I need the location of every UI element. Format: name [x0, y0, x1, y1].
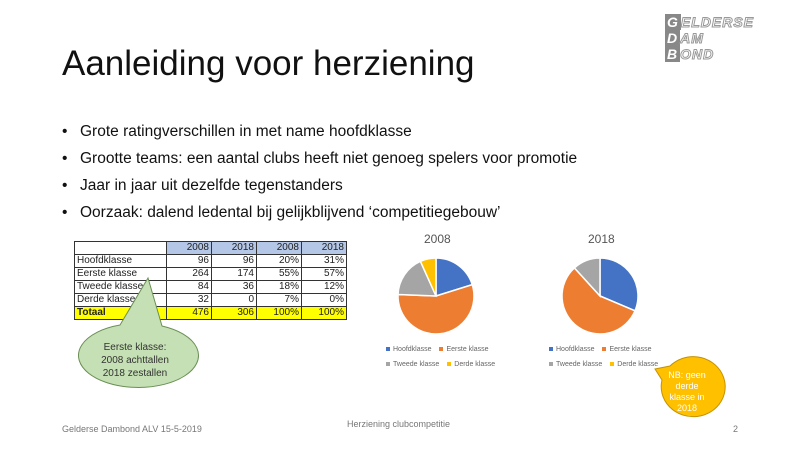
chart-title-2018: 2018: [588, 232, 615, 246]
legend-2018: [549, 346, 699, 376]
table-cell: 18%: [257, 281, 302, 294]
table-cell: 264: [167, 268, 212, 281]
bullet-item: • Grootte teams: een aantal clubs heeft niet genoeg spelers voor promotie: [62, 145, 577, 172]
legend-label: Hoofdklasse: [393, 346, 432, 353]
pie-chart-2018: [562, 258, 638, 334]
table-cell: 55%: [257, 268, 302, 281]
table-cell: 96: [212, 255, 257, 268]
legend-item: [447, 361, 495, 368]
footer-center: Herziening clubcompetitie: [347, 419, 451, 429]
table-cell: 96: [167, 255, 212, 268]
legend-swatch-icon: [549, 362, 553, 366]
table-header-cell: 2008: [167, 242, 212, 255]
legend-label: Tweede klasse: [393, 361, 440, 368]
table-header-cell: 2018: [302, 242, 347, 255]
legend-swatch-icon: [386, 362, 390, 366]
legend-swatch-icon: [602, 347, 606, 351]
gelderse-dambond-logo: G ELDERSE D AM B OND: [667, 14, 755, 62]
table-cell: 100%: [257, 307, 302, 320]
legend-2008: [386, 346, 536, 376]
legend-item: [549, 346, 595, 353]
table-cell: 174: [212, 268, 257, 281]
table-cell: 0%: [302, 294, 347, 307]
callout-line: 2008 achttallen: [101, 355, 169, 366]
legend-item: [386, 346, 432, 353]
legend-label: Eerste klasse: [446, 346, 489, 353]
table-cell: 32: [167, 294, 212, 307]
bullet-item: • Oorzaak: dalend ledental bij gelijkblijvend ‘competitiegebouw’: [62, 199, 577, 226]
legend-swatch-icon: [439, 347, 443, 351]
callout-line: NB: geen: [668, 370, 706, 380]
legend-item: [439, 346, 488, 353]
table-cell: 100%: [302, 307, 347, 320]
slide-title: Aanleiding voor herziening: [62, 44, 475, 83]
table-cell: Hoofdklasse: [75, 255, 167, 268]
pie-chart-2008: [398, 258, 474, 334]
legend-label: Hoofdklasse: [556, 346, 595, 353]
legend-item: [549, 361, 602, 368]
table-cell: Totaal: [75, 307, 167, 320]
callout-line: Eerste klasse:: [103, 342, 167, 353]
table-cell: 20%: [257, 255, 302, 268]
legend-swatch-icon: [447, 362, 451, 366]
legend-label: Tweede klasse: [556, 361, 603, 368]
chart-title-2008: 2008: [424, 232, 451, 246]
table-header-cell: 2008: [257, 242, 302, 255]
table-cell: Eerste klasse: [75, 268, 167, 281]
bullet-item: • Jaar in jaar uit dezelfde tegenstanders: [62, 172, 577, 199]
callout-line: klasse in: [669, 392, 705, 402]
table-header-cell: 2018: [212, 242, 257, 255]
callout-line: 2018: [676, 403, 698, 413]
page-number: 2: [733, 424, 739, 434]
table-cell: 476: [167, 307, 212, 320]
legend-item: [602, 346, 651, 353]
table-cell: Tweede klasse: [75, 281, 167, 294]
table-cell: 84: [167, 281, 212, 294]
table-cell: 306: [212, 307, 257, 320]
green-callout-text: [80, 341, 190, 380]
table-cell: 57%: [302, 268, 347, 281]
legend-label: Eerste klasse: [609, 346, 652, 353]
footer-left: Gelderse Dambond ALV 15-5-2019: [62, 424, 202, 434]
legend-swatch-icon: [610, 362, 614, 366]
callout-line: 2018 zestallen: [102, 368, 168, 379]
table-cell: 36: [212, 281, 257, 294]
legend-label: Derde klasse: [617, 361, 659, 368]
legend-item: [610, 361, 658, 368]
callout-line: derde: [675, 381, 699, 391]
table-cell: Derde klasse: [75, 294, 167, 307]
table-cell: 0: [212, 294, 257, 307]
bullet-item: • Grote ratingverschillen in met name hoofdklasse: [62, 118, 577, 145]
table-cell: 12%: [302, 281, 347, 294]
table-cell: 7%: [257, 294, 302, 307]
table-cell: 31%: [302, 255, 347, 268]
legend-label: Derde klasse: [454, 361, 496, 368]
legend-swatch-icon: [386, 347, 390, 351]
legend-item: [386, 361, 439, 368]
legend-swatch-icon: [549, 347, 553, 351]
yellow-callout-text: [657, 370, 717, 414]
